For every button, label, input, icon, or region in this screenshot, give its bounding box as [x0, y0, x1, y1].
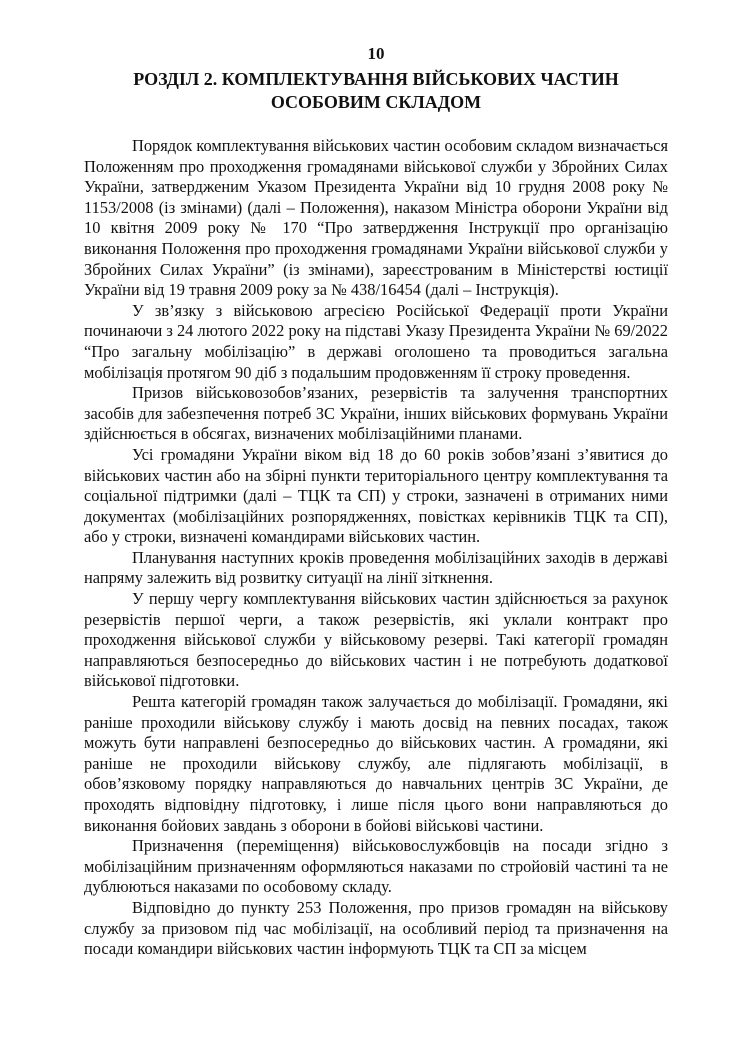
paragraph: Планування наступних кроків проведення мобілізаційних заходів в державі напряму залежить від розвитку ситуації на лінії зіткнення.	[84, 547, 668, 588]
section-title	[84, 68, 668, 114]
paragraph: У зв’язку з військовою агресією Російської Федерації проти України починаючи з 24 лютого 2022 року на підставі Указу Президента України № 69/2022 “Про загальну мобілізацію” в державі оголошено та проводиться загальна мобілізація протягом 90 діб з подальшим продовженням її строку проведення.	[84, 300, 668, 382]
paragraph: Порядок комплектування військових частин особовим складом визначається Положенням про проходження громадянами військової служби у Збройних Силах України, затвердженим Указом Президента України від 10 грудня 2008 року № 1153/2008 (із змінами) (далі – Положення), наказом Міністра оборони України від 10 квітня 2009 року № 170 “Про затвердження Інструкції про організацію виконання Положення про проходження громадянами України військової служби у Збройних Силах України” (із змінами), зареєстрованим в Міністерстві юстиції України від 19 травня 2009 року за № 438/16454 (далі – Інструкція).	[84, 136, 668, 300]
paragraph: Призов військовозобов’язаних, резервістів та залучення транспортних засобів для забезпечення потреб ЗС України, інших військових формувань України здійснюється в обсягах, визначених мобілізаційними планами.	[84, 383, 668, 444]
paragraph: Відповідно до пункту 253 Положення, про призов громадян на військову службу за призовом під час мобілізації, на особливий період та призначення на посади командири військових частин інформують ТЦК та СП за місцем	[84, 897, 668, 959]
page-number: 10	[367, 44, 385, 63]
paragraph: У першу чергу комплектування військових частин здійснюється за рахунок резервістів першої черги, а також резервістів, які уклали контракт про проходження військової служби у військовому резерві. Такі категорії громадян направляються безпосередньо до військових частин і не потребують додаткової військової підготовки.	[84, 589, 668, 691]
paragraph: Усі громадяни України віком від 18 до 60 років зобов’язані з’явитися до військових частин або на збірні пункти територіального центру комплектування та соціальної підтримки (далі – ТЦК та СП) у строки, зазначені в отриманих ними документах (мобілізаційних розпорядженнях, повістках керівників ТЦК та СП), або у строки, визначені командирами військових частин.	[84, 444, 668, 547]
section-title-line-1: РОЗДІЛ 2. КОМПЛЕКТУВАННЯ ВІЙСЬКОВИХ ЧАСТИН	[133, 69, 619, 89]
document-body	[84, 136, 668, 960]
paragraph: Решта категорій громадян також залучається до мобілізації. Громадяни, які раніше проходили військову службу і мають досвід на певних посадах, також можуть бути направлені безпосередньо до військових частин. А громадяни, які раніше не проходили військову службу, але підлягають мобілізації, в обов’язковому порядку направляються до навчальних центрів ЗС України, де проходять відповідну підготовку, і лише після цього вони направляються до виконання бойових завдань з оборони в бойові військові частини.	[84, 692, 668, 835]
paragraph: Призначення (переміщення) військовослужбовців на посади згідно з мобілізаційним призначенням оформляються наказами по стройовій частині та не дублюються наказами по особовому складу.	[84, 836, 668, 897]
section-title-line-2: ОСОБОВИМ СКЛАДОМ	[270, 92, 482, 112]
